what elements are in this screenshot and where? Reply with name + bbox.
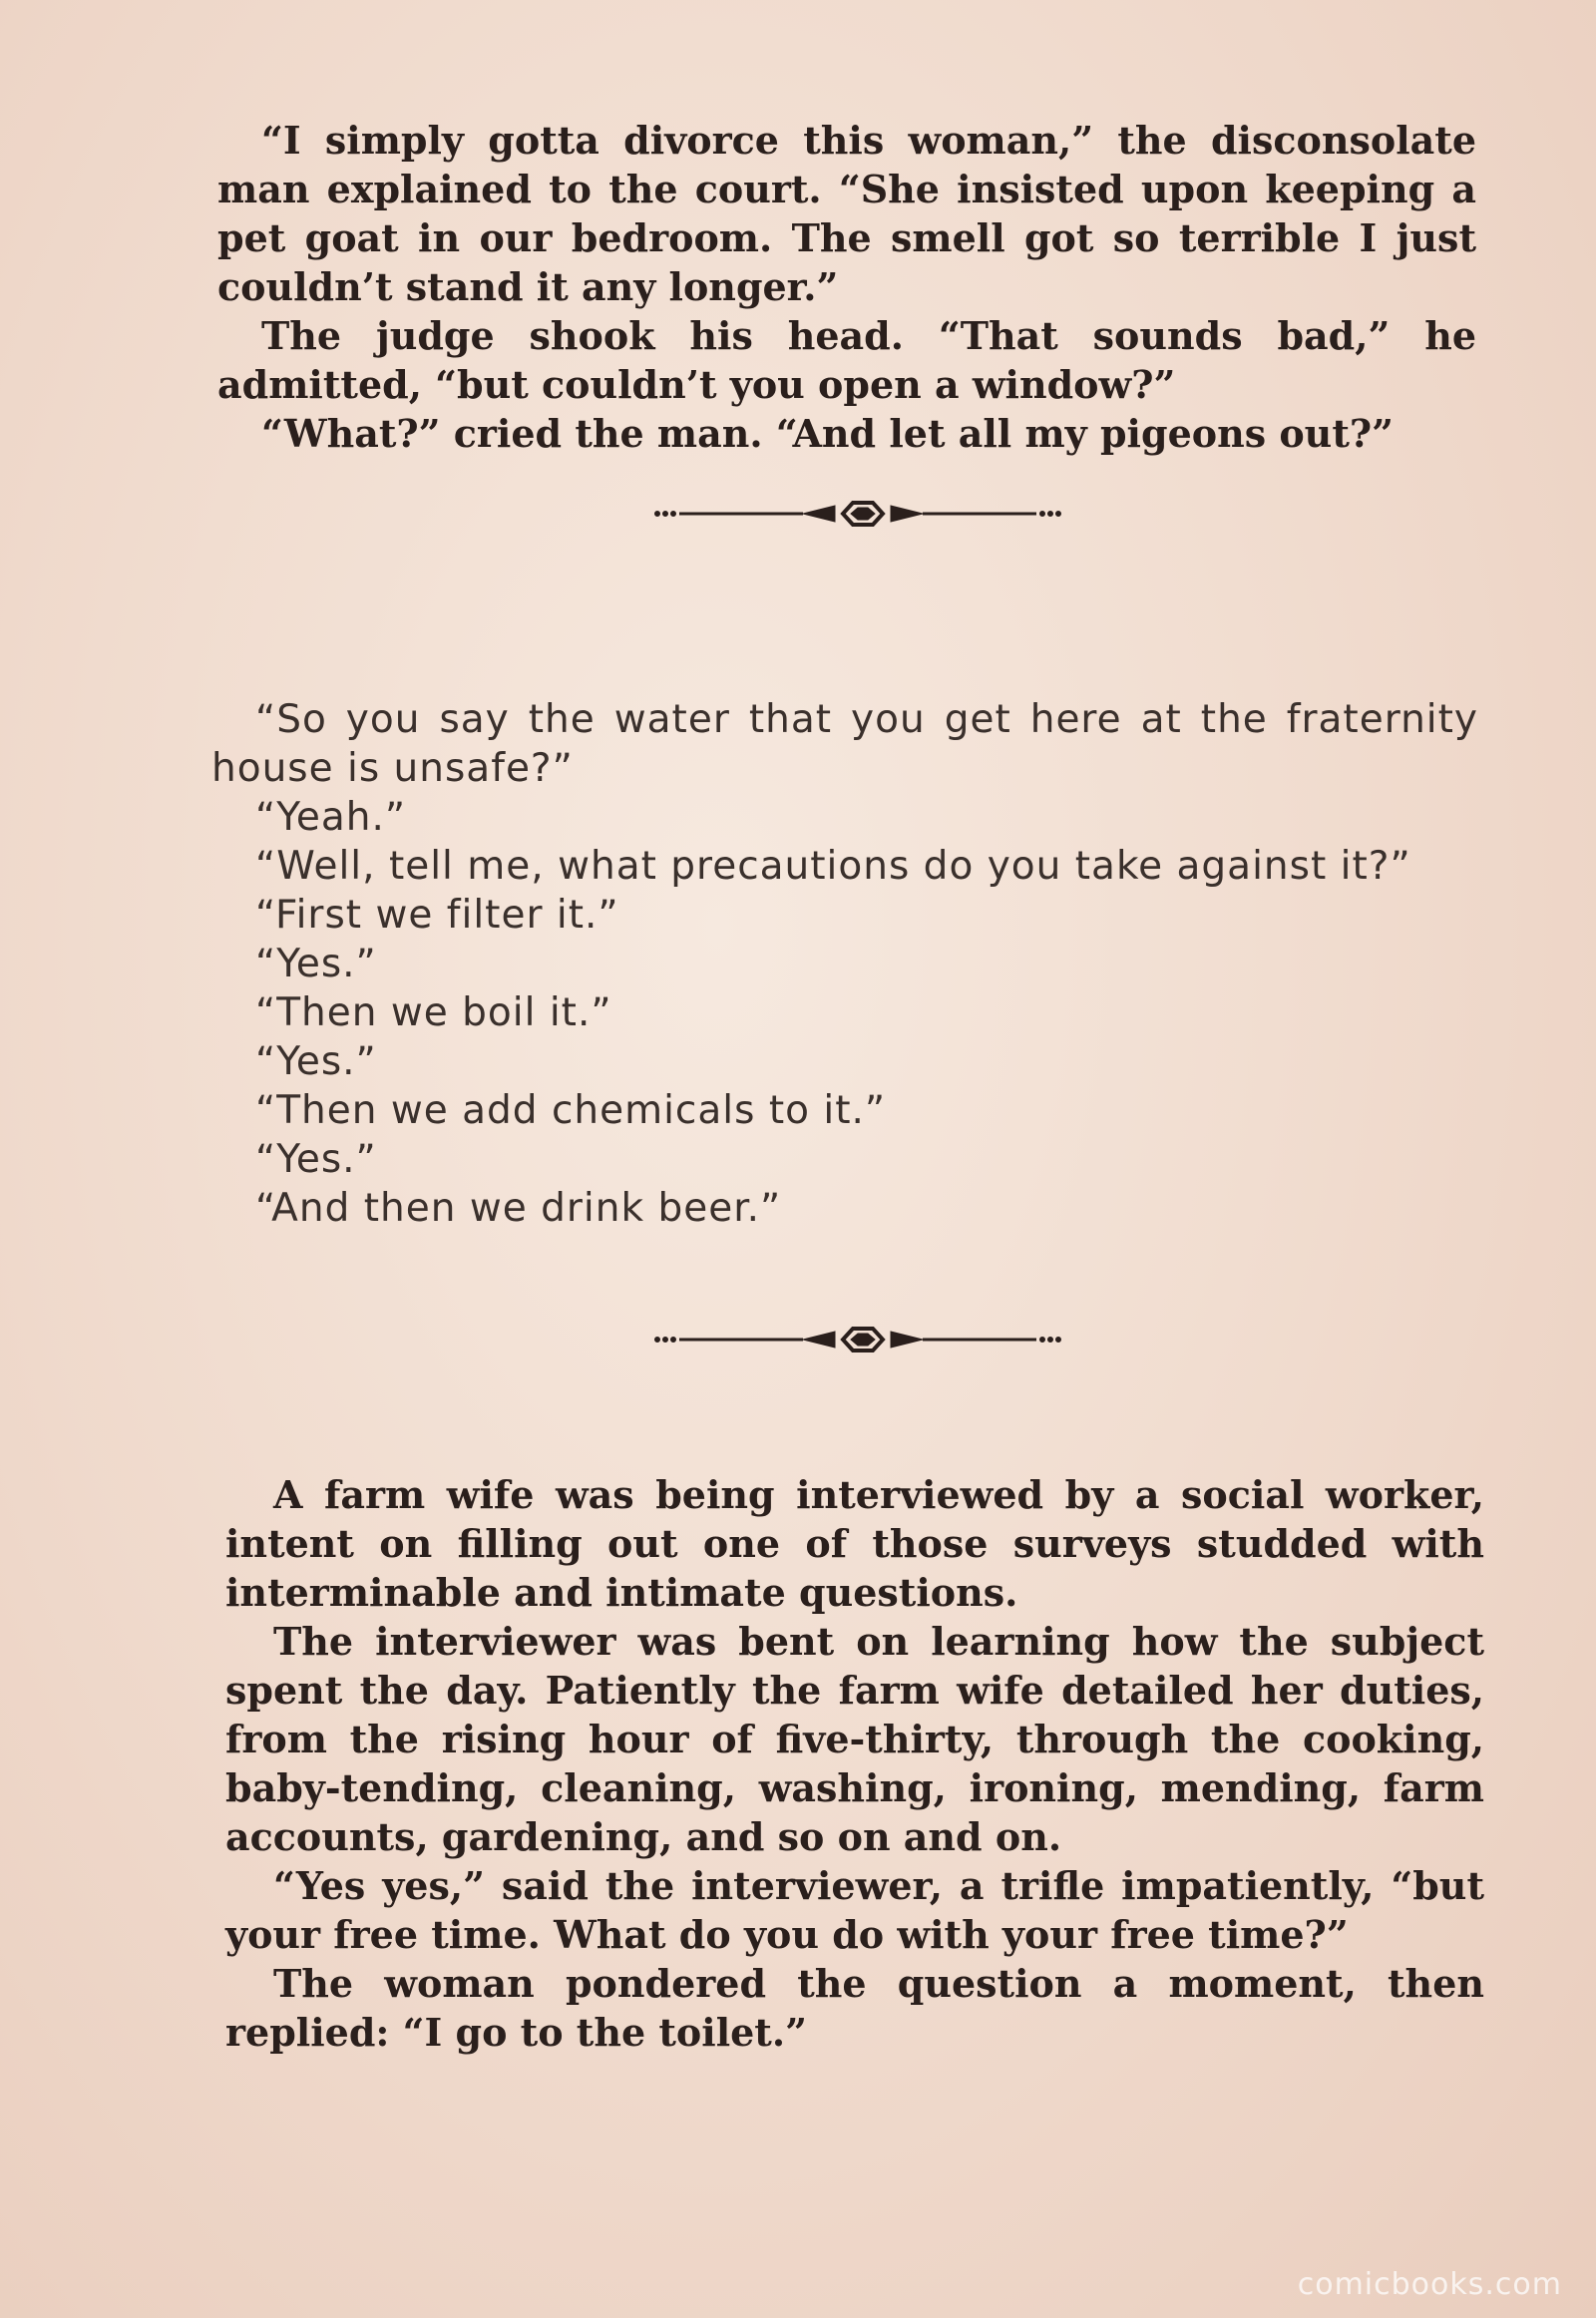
paragraph: The interviewer was bent on learning how the subject spent the day. Patiently the farm wife detailed her duties, from the rising hour of five-thirty, through the cooking, baby-tending, cleaning, washing, ironing, mending, farm accounts, gardening, and so on and on. (225, 1619, 1484, 1859)
ornament-divider (653, 497, 1062, 531)
joke-divorce-goat (217, 116, 1476, 458)
joke-farm-wife (225, 1470, 1484, 2057)
paragraph: “Yeah.” (255, 795, 407, 840)
paragraph: “Then we boil it.” (255, 990, 612, 1035)
joke-fraternity-water (211, 695, 1478, 1233)
ornament-divider (653, 1323, 1062, 1356)
paragraph: A farm wife was being interviewed by a social worker, intent on filling out one of those surveys studded with interminable and intimate questions. (225, 1472, 1484, 1615)
paragraph: “Then we add chemicals to it.” (255, 1088, 887, 1133)
paragraph: “And then we drink beer.” (255, 1186, 782, 1231)
paragraph: “Yes yes,” said the interviewer, a trifle impatiently, “but your free time. What do you do with your free time?” (225, 1863, 1484, 1957)
watermark: comicbooks.com (1297, 2267, 1562, 2302)
paragraph: “Well, tell me, what precautions do you take against it?” (255, 844, 1411, 889)
paragraph: “What?” cried the man. “And let all my pigeons out?” (261, 411, 1394, 456)
paragraph: “I simply gotta divorce this woman,” the disconsolate man explained to the court. “She insisted upon keeping a pet goat in our bedroom. The smell got so terrible I just couldn’t stand it any longer.” (217, 118, 1476, 309)
paragraph: “First we filter it.” (255, 893, 619, 938)
paragraph: “So you say the water that you get here at the fraternity house is unsafe?” (211, 697, 1478, 791)
paragraph: “Yes.” (255, 1137, 377, 1182)
paragraph: “Yes.” (255, 1039, 377, 1084)
paragraph: The woman pondered the question a moment, then replied: “I go to the toilet.” (225, 1961, 1484, 2055)
paragraph: “Yes.” (255, 942, 377, 986)
paragraph: The judge shook his head. “That sounds bad,” he admitted, “but couldn’t you open a window?” (217, 313, 1476, 407)
